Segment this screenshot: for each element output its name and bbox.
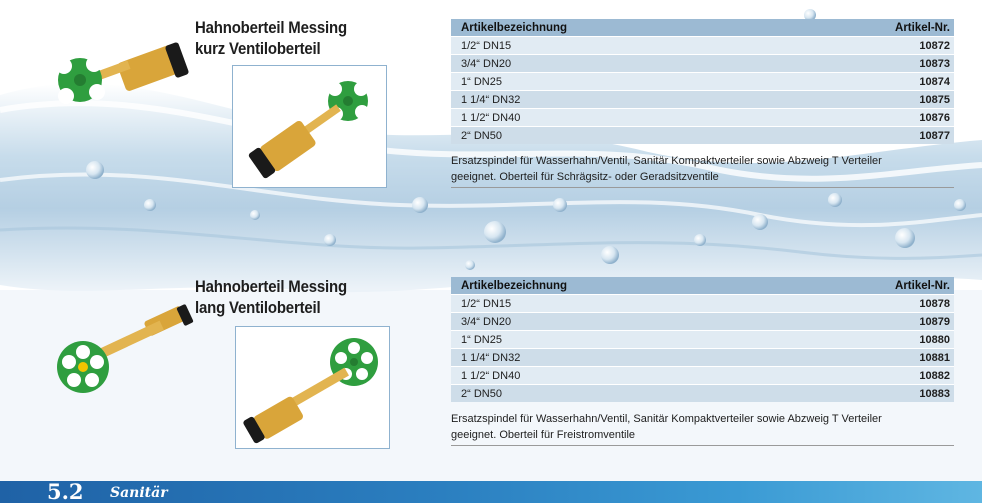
row-name: 1 1/2“ DN40 [461,111,521,124]
row-name: 3/4“ DN20 [461,315,512,328]
row-code: 10874 [919,75,950,88]
section-footer-bar [0,481,982,503]
row-name: 1/2“ DN15 [461,39,512,52]
product1-title-line2: kurz Ventiloberteil [195,39,321,58]
row-name: 3/4“ DN20 [461,57,512,70]
product2-detail-valve-icon [236,327,389,448]
row-code: 10880 [919,333,950,346]
product1-detail-valve-icon [233,66,386,187]
col-artikel-nr: Artikel-Nr. [895,21,950,34]
table-row [451,54,954,72]
table-row [451,294,954,312]
table-header [451,277,954,294]
table-row [451,366,954,384]
col-artikelbezeichnung: Artikelbezeichnung [461,279,568,292]
row-code: 10883 [919,387,950,400]
row-name: 2“ DN50 [461,129,502,142]
product2-table [451,277,954,402]
table-row [451,312,954,330]
row-code: 10878 [919,297,950,310]
row-name: 1 1/4“ DN32 [461,351,521,364]
product1-title [195,17,347,59]
product2-desc-line2: geeignet. Oberteil für Freistromventile [451,429,636,441]
row-code: 10881 [919,351,950,364]
product2-desc-line1: Ersatzspindel für Wasserhahn/Ventil, Sanitär Kompaktverteiler sowie Abzweig T Verteiler [451,413,882,425]
row-code: 10876 [919,111,950,124]
product1-description [451,153,956,185]
table-row [451,36,954,54]
table-row [451,72,954,90]
product1-table [451,19,954,144]
table-row [451,126,954,144]
product2-title-line2: lang Ventiloberteil [195,298,321,317]
row-name: 1 1/4“ DN32 [461,93,521,106]
row-name: 1“ DN25 [461,333,502,346]
row-code: 10875 [919,93,950,106]
product1-title-line1: Hahnoberteil Messing [195,18,347,37]
row-code: 10877 [919,129,950,142]
col-artikelbezeichnung: Artikelbezeichnung [461,21,568,34]
row-name: 1“ DN25 [461,75,502,88]
table-row [451,108,954,126]
product1-desc-line2: geeignet. Oberteil für Schrägsitz- oder Geradsitzventile [451,171,719,183]
row-code: 10879 [919,315,950,328]
product1-desc-line1: Ersatzspindel für Wasserhahn/Ventil, Sanitär Kompaktverteiler sowie Abzweig T Verteiler [451,155,882,167]
product1-detail-photo [232,65,387,188]
table-row [451,90,954,108]
section-number: 5.2 [47,479,84,504]
row-name: 1 1/2“ DN40 [461,369,521,382]
table-row [451,348,954,366]
table-header [451,19,954,36]
table-row [451,384,954,402]
row-code: 10872 [919,39,950,52]
table-row [451,330,954,348]
col-artikel-nr: Artikel-Nr. [895,279,950,292]
product2-detail-photo [235,326,390,449]
row-name: 1/2“ DN15 [461,297,512,310]
product2-description [451,411,956,443]
product1-valve-image [50,25,200,115]
product2-title [195,276,347,318]
product2-valve-image [45,295,205,405]
row-code: 10882 [919,369,950,382]
product1-divider [451,187,954,188]
product2-title-line1: Hahnoberteil Messing [195,277,347,296]
section-label: Sanitär [110,485,168,501]
row-name: 2“ DN50 [461,387,502,400]
row-code: 10873 [919,57,950,70]
product2-divider [451,445,954,446]
